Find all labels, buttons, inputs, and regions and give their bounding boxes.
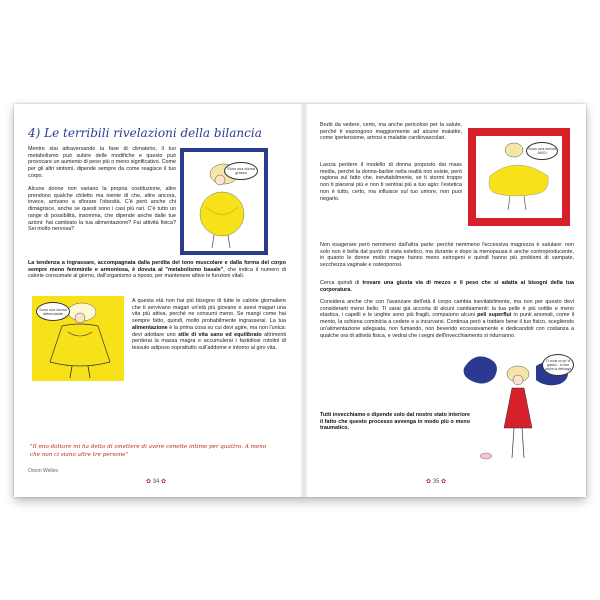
text-span: in punti anomali, come il mento, la schiena cominicia a cedere e a incurvarsi. Continua però a trattare bene il tuo fisico, scegliendo un'alimentazione adeguata, non fumando, non bevendo eccessivamente e dedicandoti con costanza a qualche ora di attività fisica, e vedrai che i segni dell'invecchiamento si ridurranno.: [320, 312, 575, 339]
right-paragraph-3: Non esagerare però nemmeno dall'altra parte: perché nemmeno l'eccessiva magrezza è salutare: non solo non è bella dal punto di vista estetico, ma durante e dopo la menopausa è anche controproducente, in quanto le donne molto magre hanno meno estrogeni e quindi hanno più problemi di vampate, secchezza vaginale e osteoporosi.: [320, 242, 574, 269]
right-bold-final: [320, 412, 470, 432]
lifestyle-bold: stile di vita sano ed equilibrato: [178, 331, 262, 338]
illustration-skirt-woman: [468, 128, 570, 226]
left-paragraph-2: Alcune donne non variano la propria costituzione, altre prendono qualche chiletto ma niente di che, altre ancora, invece, arrivano a sfiorare l'obesità. C'è però anche chi dimagrisce, anche se questi sono i casi più rari. C'è tutto un range di possibilità, insomma, che dipende anche dalle tue azioni: hai cambiato la tua alimentazione? Fai attività fisica? Sei molto nervosa?: [28, 186, 176, 233]
metabolism-text: , che indica il numero di calorie consumate al giorno, dall'organismo a riposo, per mantenere attive le funzioni vitali.: [28, 266, 286, 280]
illustration-fat-woman: [180, 148, 268, 255]
illustration-abundant-woman: [32, 296, 124, 381]
right-paragraph-1: Brutti da vedere, certo, ma anche pericolosi per la salute, perché ti espongono maggiormente ad alcune malattie, come ipertensione, artrosi e malattie cardiovascolari.: [320, 122, 462, 142]
alimentazione-bold: alimentazione: [132, 324, 168, 331]
text-span: Cerca quindi di: [320, 280, 360, 286]
text-span: Considera anche che con l'avanzare dell'età il corpo cambia inevitabilmente, ma non per questo devi considerarti meno bello. Ti sarai già accorta di alcuni cambiamenti: la tua pelle è più sottile e meno elastica, i capelli e le unghie sono più fragili, compaiono alcuni: [320, 299, 574, 319]
left-bold-metabolism: [28, 260, 286, 280]
ornament-icon: ✿: [439, 479, 447, 485]
page-number-right: [426, 478, 446, 485]
text-span: altrimenti perderai la massa magra e accumulerai i fastidiosi rotolini di tessuto adiposo soprattutto sull'addome e intorno al giro vita.: [132, 331, 287, 351]
page-number-value: 35: [432, 479, 440, 485]
text-span: A questa età non hai più bisogno di tutte le calorie giornaliere che ti servivano magari un'età più giovane e avevi magari una vita più attiva, perché ne consumi meno. Se mangi come hai sempre fatto, quindi, molto probabilmente ingrasserai. La tua: [132, 298, 286, 325]
page-number-left: [146, 478, 166, 485]
speech-bubble: Sono una donna ANGI: [526, 142, 558, 160]
right-paragraph-5: [320, 299, 574, 339]
book-gutter: [300, 104, 308, 497]
ornament-icon: ✿: [146, 479, 153, 485]
chapter-title: 4) Le terribili rivelazioni della bilancia: [28, 126, 262, 140]
open-book: [14, 104, 586, 497]
red-frame-inner: [476, 136, 562, 218]
quote-author: Orson Welles: [28, 468, 58, 474]
left-paragraph-1: Mentre stai attraversando la fase di climaterio, il tuo metabolismo può subire delle modifiche e questo può provocare un aumento di peso più o meno significativo. Come per gli altri sintomi, dipende sempre da come reagisce il tuo corpo.: [28, 146, 176, 179]
final-bold: Tutti invecchiamo e dipende solo dal nostro stato interiore il fatto che questo processo avvenga in modo più o meno traumatico.: [320, 412, 470, 432]
right-paragraph-2: Lascia perdere il modello di donna proposto dai mass media, perché la donna-barbie nella realtà non esiste, però ragiona sul fatto che, inevitabilmente, se ti stormi troppo non ti piacerai più e non ti sentirai più a tuo agio: l'estetica non è tutto, certo, ma influisce sul tuo umore, non puoi negarlo.: [320, 162, 462, 202]
speech-bubble: Ci vuole un po' di grasso... lo dice anche la dietologa: [542, 354, 574, 376]
right-paragraph-4: [320, 280, 574, 293]
ornament-icon: ✿: [426, 479, 433, 485]
quote: "Il mio dottore mi ha detto di smettere di avere cenette intime per quattro. A meno che non ci siano altre tre persone": [30, 444, 267, 458]
ornament-icon: ✿: [159, 479, 167, 485]
text-span: è la prima cosa su cui devi agire, ma non l'unica: devi adottare uno: [132, 324, 287, 338]
page-number-value: 34: [152, 479, 160, 485]
speech-bubble: Sono una donna grassa: [224, 162, 258, 180]
speech-bubble: Sono una donna abbondante: [36, 302, 70, 321]
balance-bold: trovare una giusta via di mezzo e il peso che si adatta ai bisogni della tua corporatura.: [320, 280, 575, 293]
hair-bold: peli superflui: [477, 312, 512, 319]
metabolism-bold-text: La tendenza a ingrassare, accompagnata dalla perdita del tono muscolare e dalla forma del corpo sempre meno femminile e armoniosa, è dovuta al "metabolismo basale": [28, 260, 286, 273]
illustration-thin-woman: [462, 348, 574, 474]
left-paragraph-4: [132, 298, 286, 352]
